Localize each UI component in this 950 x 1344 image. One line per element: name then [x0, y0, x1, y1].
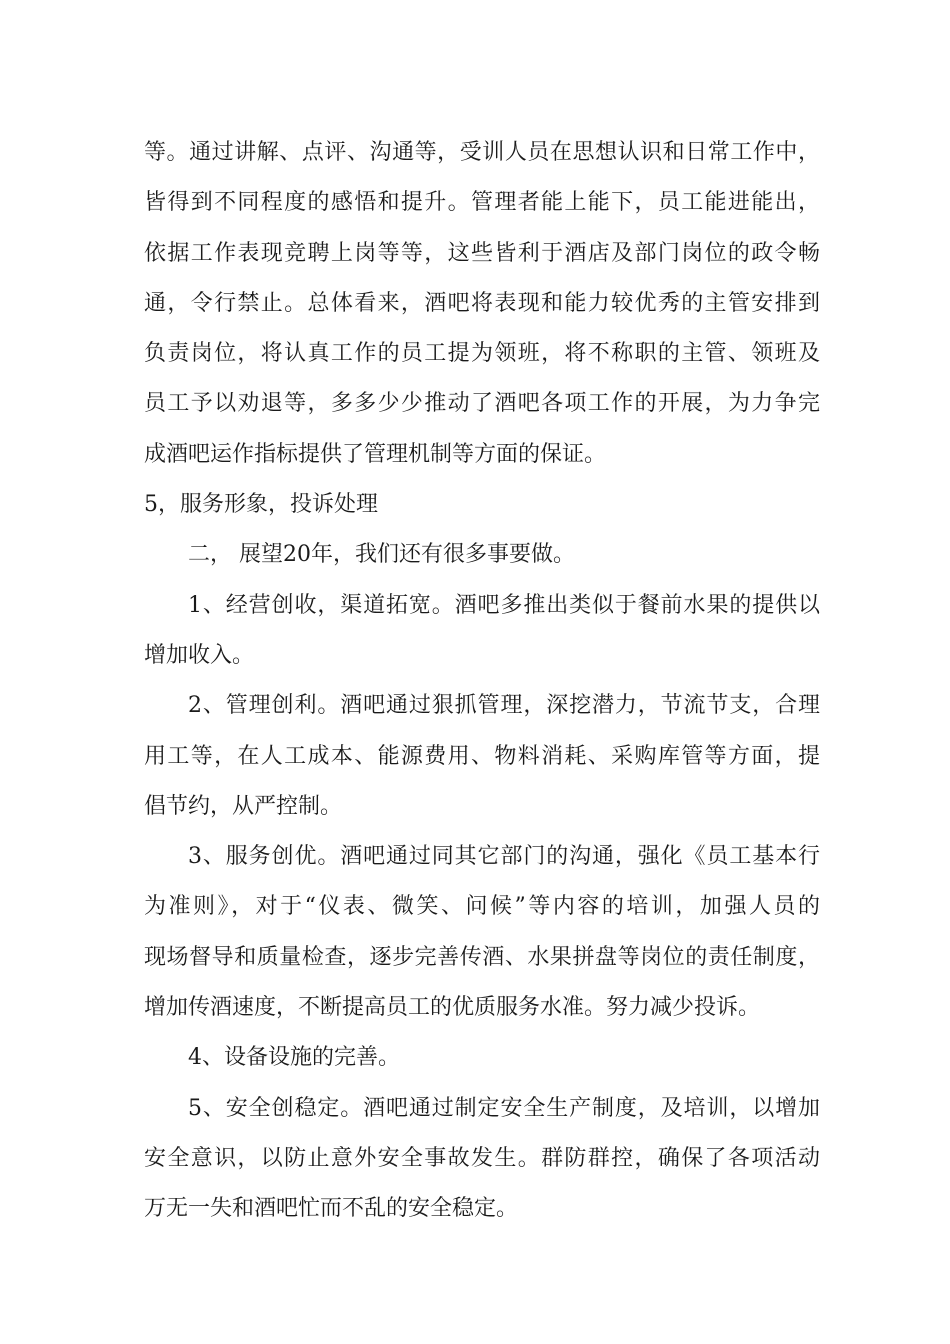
text-line-11: 增加收入。 [144, 642, 255, 668]
document-body [144, 128, 820, 1235]
section-heading-outlook: 二， 展望20年，我们还有很多事要做。 [188, 542, 575, 568]
text-line-15: 3、服务创优。酒吧通过同其它部门的沟通，强化《员工基本行 [188, 844, 820, 870]
text-line-21: 安全意识，以防止意外安全事故发生。群防群控，确保了各项活动 [144, 1145, 820, 1171]
text-line-6: 员工予以劝退等，多多少少推动了酒吧各项工作的开展，为力争完 [144, 391, 820, 417]
section-heading-service-image: 5，服务形象，投诉处理 [144, 492, 378, 518]
text-line-10: 1、经营创收，渠道拓宽。酒吧多推出类似于餐前水果的提供以 [188, 592, 820, 618]
text-line-2: 皆得到不同程度的感悟和提升。管理者能上能下，员工能进能出， [144, 190, 820, 216]
text-line-5: 负责岗位，将认真工作的员工提为领班，将不称职的主管、领班及 [144, 341, 820, 367]
text-line-14: 倡节约，从严控制。 [144, 793, 343, 819]
text-line-13: 用工等，在人工成本、能源费用、物料消耗、采购库管等方面，提 [144, 743, 820, 769]
text-line-20: 5、安全创稳定。酒吧通过制定安全生产制度，及培训，以增加 [188, 1095, 820, 1121]
text-line-12: 2、管理创利。酒吧通过狠抓管理，深挖潜力，节流节支，合理 [188, 693, 820, 719]
text-line-18: 增加传酒速度，不断提高员工的优质服务水准。努力减少投诉。 [144, 995, 761, 1021]
text-line-22: 万无一失和酒吧忙而不乱的安全稳定。 [144, 1196, 519, 1222]
text-line-17: 现场督导和质量检查，逐步完善传酒、水果拼盘等岗位的责任制度， [144, 944, 820, 970]
text-line-19: 4、设备设施的完善。 [188, 1045, 400, 1071]
text-line-4: 通，令行禁止。总体看来，酒吧将表现和能力较优秀的主管安排到 [144, 290, 820, 316]
text-line-3: 依据工作表现竞聘上岗等等，这些皆利于酒店及部门岗位的政令畅 [144, 240, 820, 266]
text-line-7: 成酒吧运作指标提供了管理机制等方面的保证。 [144, 441, 607, 467]
text-line-16: 为准则》，对于“仪表、微笑、问候”等内容的培训，加强人员的 [144, 894, 820, 920]
text-line-1: 等。通过讲解、点评、沟通等，受训人员在思想认识和日常工作中， [144, 140, 820, 165]
